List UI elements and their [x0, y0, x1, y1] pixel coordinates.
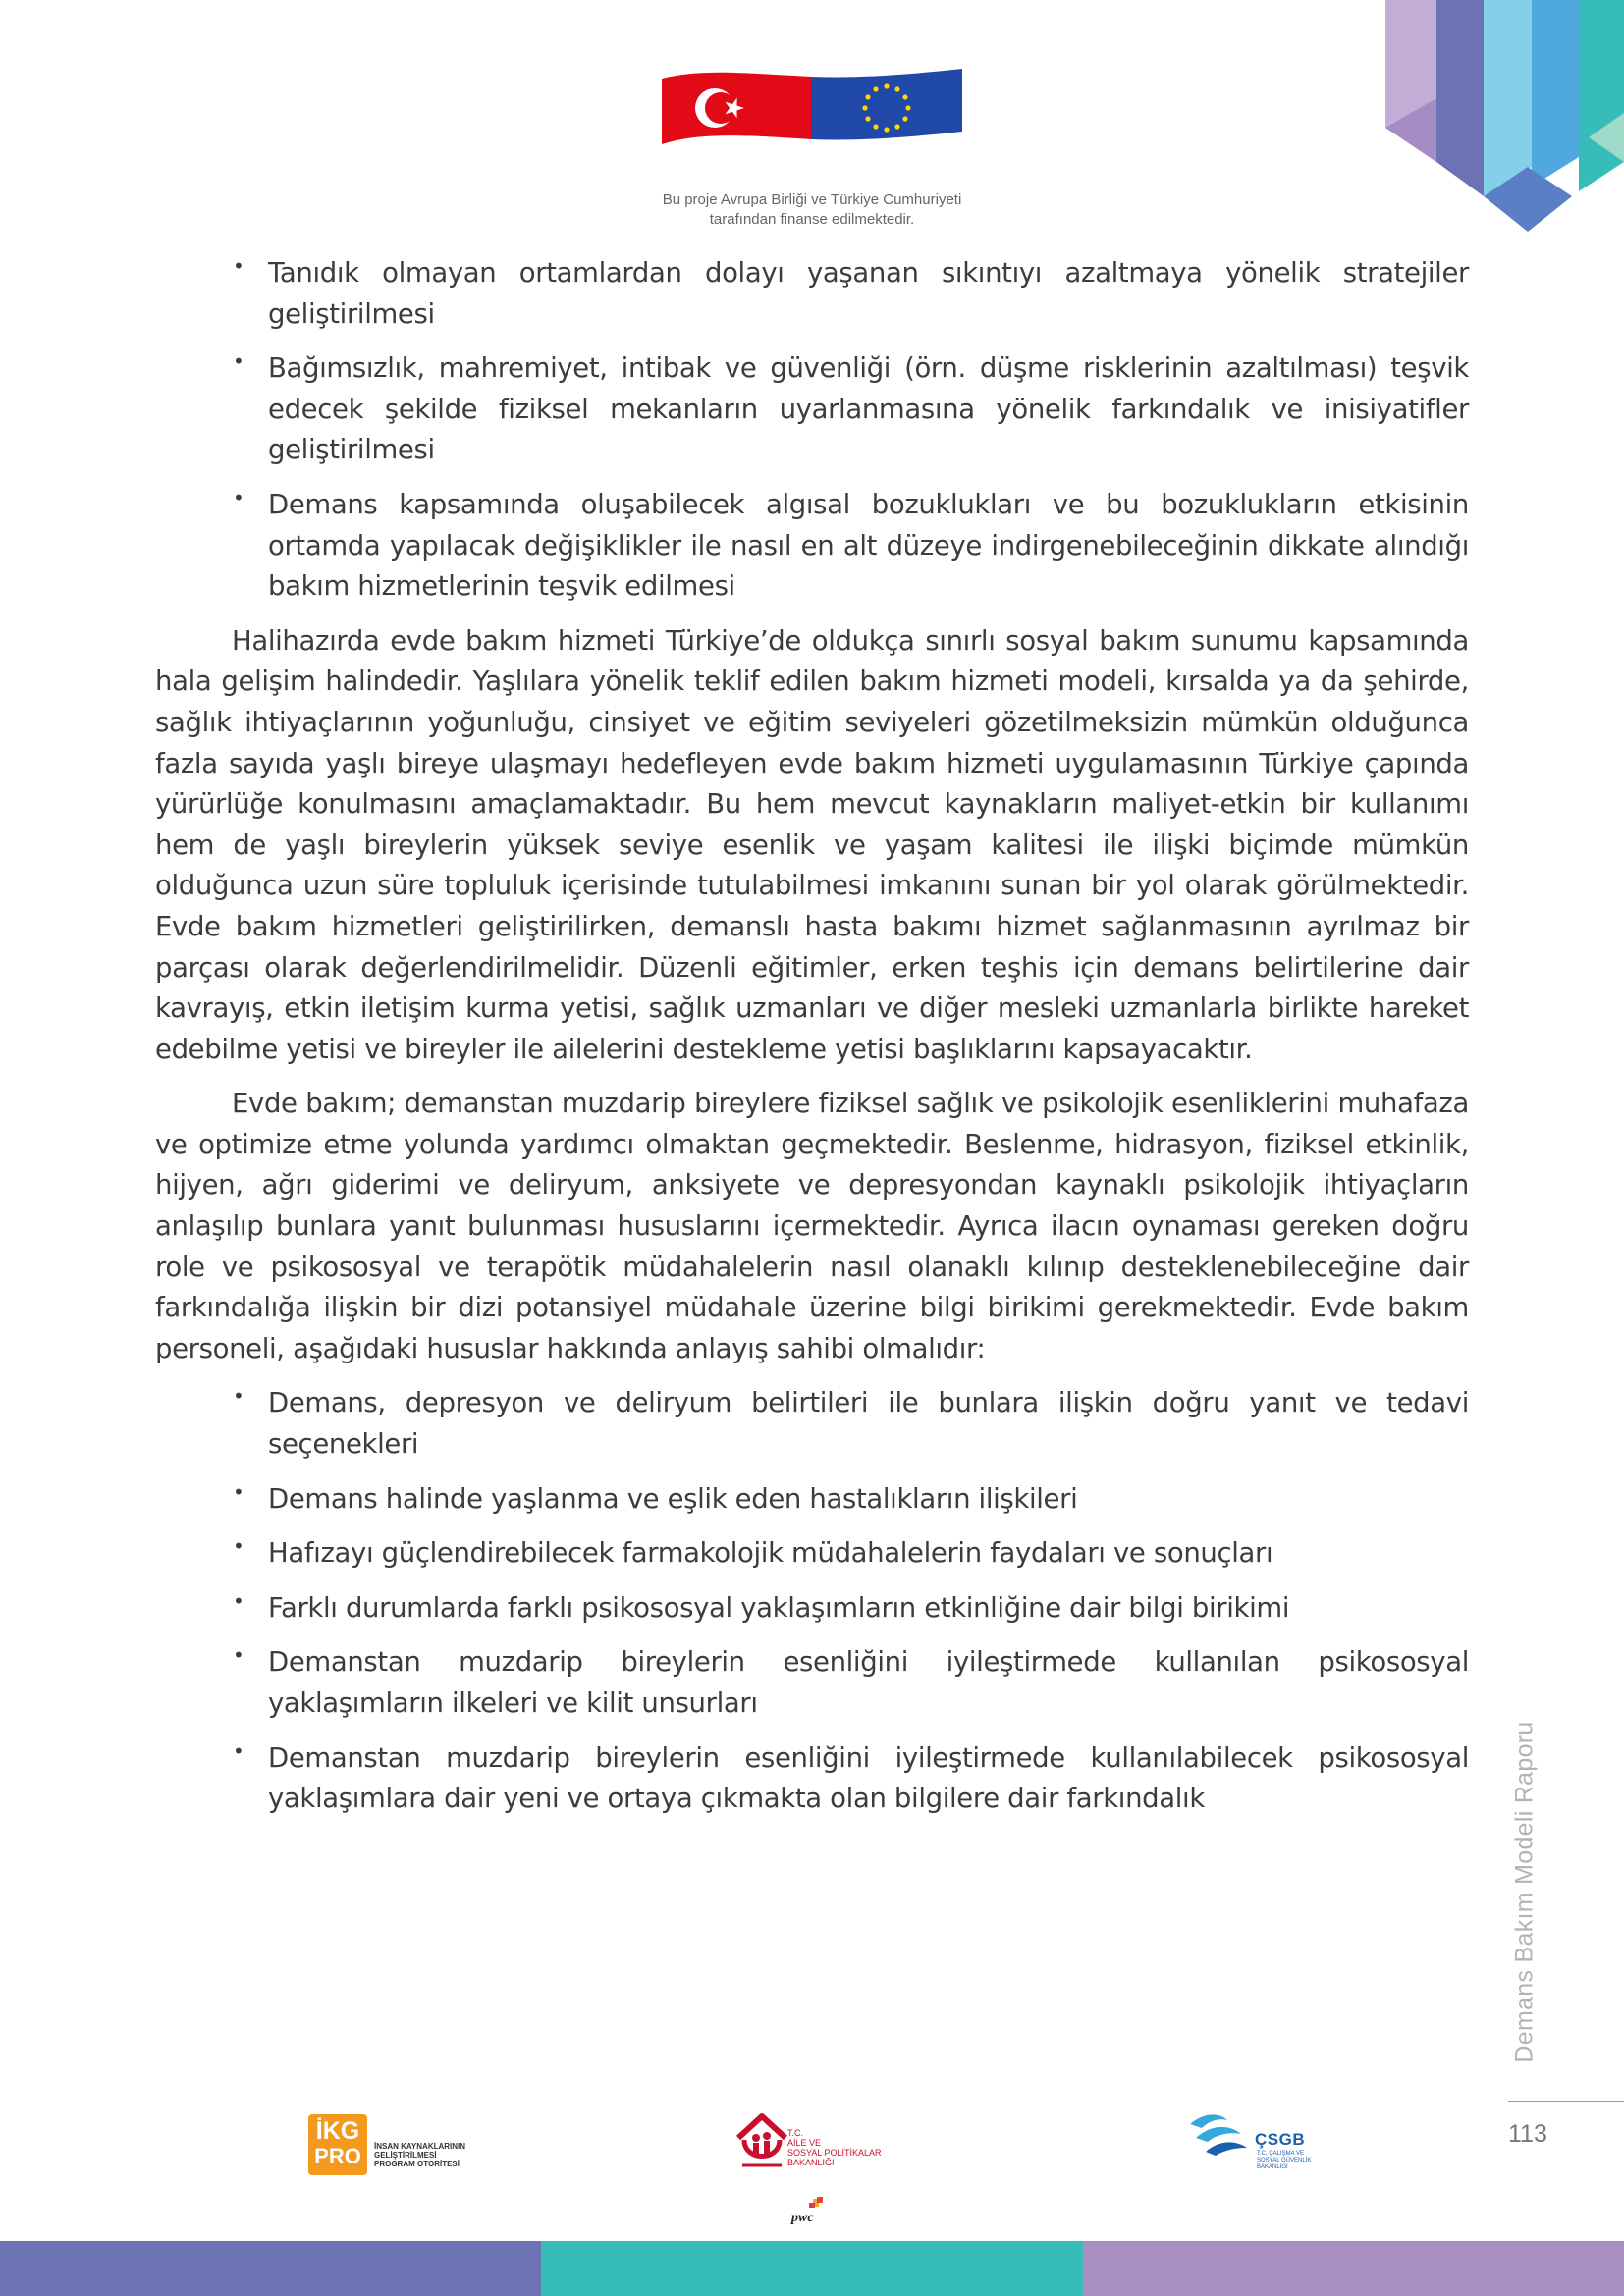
funding-line-2: tarafından finanse edilmektedir. — [709, 211, 915, 228]
footer-color-band — [0, 2241, 1624, 2296]
band-segment-left — [0, 2241, 541, 2296]
list-item: • Demans kapsamında oluşabilecek algısal bozuklukları ve bu bozuklukların etkisinin ortamda yapılacak değişiklikler ile nasıl en alt düzeye indirgenebileceğinin dikkate alındığı bakım hizmetlerinin teşvik edilmesi — [268, 485, 1469, 608]
list-item: • Farklı durumlarda farklı psikososyal yaklaşımların etkinliğine dair bilgi birikimi — [268, 1588, 1469, 1629]
funding-statement — [589, 190, 1035, 230]
ikg-pro-mark — [308, 2114, 367, 2175]
list-item: • Bağımsızlık, mahremiyet, intibak ve güvenliği (örn. düşme risklerinin azaltılması) teşvik edecek şekilde fiziksel mekanların uyarlanmasına yönelik farkındalık ve inisiyatifler geliştirilmesi — [268, 348, 1469, 471]
turkey-flag-icon — [662, 73, 811, 144]
paragraph-home-care-status: Halihazırda evde bakım hizmeti Türkiye’de oldukça sınırlı sosyal bakım sunumu kapsamında hala gelişim halindedir. Yaşlılara yönelik teklif edilen bakım hizmeti modeli, kırsalda ya da şehirde, sağlık ihtiyaçlarının yoğunluğu, cinsiyet ve eğitim seviyeleri gözetilmeksizin mümkün olduğunca fazla sayıda yaşlı bireye ulaşmayı hedefleyen evde bakım hizmeti uygulamasının Türkiye çapında yürürlüğe konulmasını amaçlamaktadır. Bu hem mevcut kaynakların maliyet-etkin bir kullanımı hem de yaşlı bireylerin yüksek seviye esenlik ve yaşam kalitesi ile ilişki biçimde mümkün olduğunca uzun süre topluluk içerisinde tutulabilmesi imkanını sunan bir yol olarak görülmektedir. Evde bakım hizmetleri geliştirilirken, demanslı hasta bakımı hizmet sağlanmasının ayrılmaz bir parçası olarak değerlendirilmelidir. Düzenli eğitimler, erken teşhis için demans belirtilerine dair kavrayış, etkin iletişim kurma yetisi, sağlık uzmanları ve diğer mesleki uzmanlarla birlikte hareket edebilme yetisi ve bireyler ile ailelerini destekleme yetisi başlıklarını kapsayacaktır. — [155, 624, 1469, 1065]
band-segment-middle — [541, 2241, 1082, 2296]
report-title-vertical — [1502, 1698, 1547, 2085]
flags-logo — [662, 69, 962, 144]
paragraph-home-care-needs: Evde bakım; demanstan muzdarip bireylere fiziksel sağlık ve psikolojik esenliklerini muhafaza ve optimize etme yolunda yardımcı olmaktan geçmektedir. Beslenme, hidrasyon, fiziksel etkinlik, hijyen, ağrı giderimi ve deliryum, anksiyete ve depresyondan kaynaklı psikolojik ihtiyaçların anlaşılıp bunlara yanıt bulunması hususlarını içermektedir. Ayrıca ilacın oynaması gereken doğru role ve psikososyal ve terapötik müdahalelerin nasıl olanaklı kılınıp desteklenebileceğine dair farkındalığa ilişkin bir dizi potansiyel müdahale üzerine bilgi birikimi gerekmektedir. Evde bakım personeli, aşağıdaki hususlar hakkında anlayış sahibi olmalıdır: — [155, 1088, 1469, 1364]
bullet-list-bottom — [155, 1383, 1469, 1819]
page-number: 113 — [1508, 2120, 1547, 2148]
aile-bakanligi-icon — [734, 2110, 789, 2171]
main-content — [155, 253, 1469, 1834]
aile-bakanligi-caption: T.C. AİLE VE SOSYAL POLİTİKALAR BAKANLIĞI — [787, 2128, 882, 2167]
ikg-pro-caption: İNSAN KAYNAKLARININ GELİŞTİRİLMESİ PROGRAM OTORİTESİ — [374, 2142, 466, 2168]
bullet-list-top — [155, 253, 1469, 608]
list-item: • Demanstan muzdarip bireylerin esenliğini iyileştirmede kullanılabilecek psikososyal yaklaşımlara dair yeni ve ortaya çıkmakta olan bilgilere dair farkındalık — [268, 1738, 1469, 1820]
csgb-caption: T.C. ÇALIŞMA VE SOSYAL GÜVENLİK BAKANLIĞI — [1257, 2151, 1312, 2170]
aile-bakanligi-logo — [734, 2110, 892, 2179]
csgb-logo — [1186, 2110, 1333, 2179]
pwc-logo — [789, 2197, 829, 2230]
corner-ribbon-decoration — [1382, 0, 1624, 236]
ikg-mark-line1: İKG — [315, 2117, 360, 2145]
flags-svg — [662, 69, 962, 144]
list-item: • Demans, depresyon ve deliryum belirtileri ile bunlara ilişkin doğru yanıt ve tedavi seçenekleri — [268, 1383, 1469, 1465]
csgb-wordmark: ÇSGB — [1255, 2130, 1306, 2149]
funding-line-1: Bu proje Avrupa Birliği ve Türkiye Cumhuriyeti — [662, 191, 962, 208]
band-segment-right — [1083, 2241, 1624, 2296]
report-title-text: Demans Bakım Modeli Raporu — [1510, 1720, 1539, 2063]
list-item: • Hafızayı güçlendirebilecek farmakolojik müdahalelerin faydaları ve sonuçları — [268, 1533, 1469, 1575]
list-item: • Demanstan muzdarip bireylerin esenliğini iyileştirmede kullanılan psikososyal yaklaşımların ilkeleri ve kilit unsurları — [268, 1642, 1469, 1724]
ikg-mark-line2: PRO — [314, 2144, 361, 2168]
ikg-pro-logo — [308, 2114, 475, 2177]
page-number-rule — [1508, 2101, 1624, 2102]
list-item: • Tanıdık olmayan ortamlardan dolayı yaşanan sıkıntıyı azaltmaya yönelik stratejiler geliştirilmesi — [268, 253, 1469, 335]
pwc-wordmark: pwc — [791, 2211, 814, 2225]
eu-flag-icon — [811, 69, 962, 140]
corner-ribbon-svg — [1382, 0, 1624, 236]
list-item: • Demans halinde yaşlanma ve eşlik eden hastalıkların ilişkileri — [268, 1479, 1469, 1521]
csgb-mark-icon — [1186, 2110, 1251, 2160]
